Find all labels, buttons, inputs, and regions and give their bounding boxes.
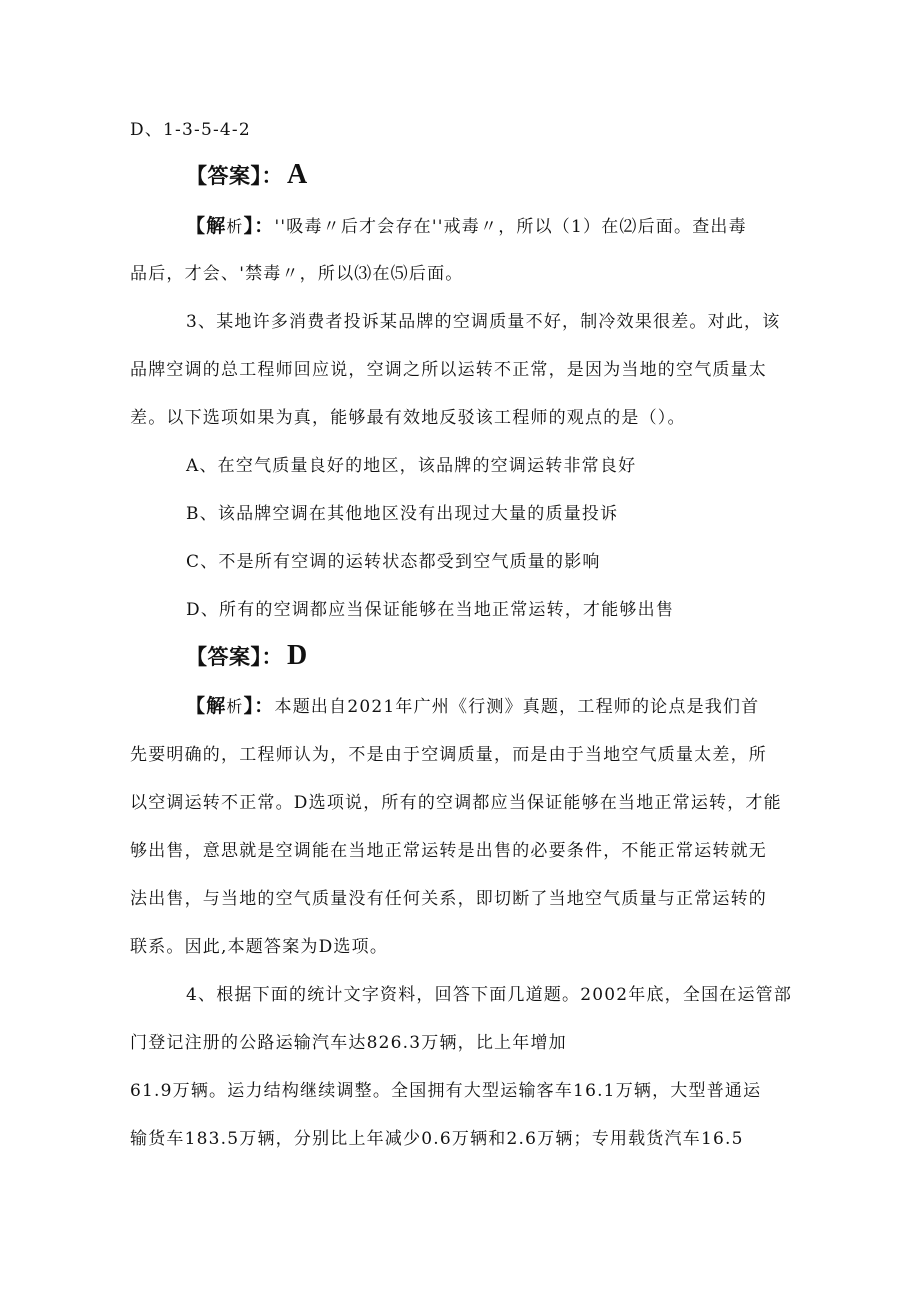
q3-stem-line-3: 差。以下选项如果为真，能够最有效地反驳该工程师的观点的是（）。 [130,408,686,428]
answer-label: 【答案】： [186,644,283,669]
answer-letter: A [287,159,308,190]
q3-stem-line-2: 品牌空调的总工程师回应说，空调之所以运转不正常，是因为当地的空气质量太 [130,360,767,380]
q4-stem-line-4: 输货车183.5万辆，分别比上年减少0.6万辆和2.6万辆；专用载货汽车16.5 [130,1129,744,1149]
analysis-label: 【解析】： [186,695,275,717]
q4-stem-line-1: 4、根据下面的统计文字资料，回答下面几道题。2002年底，全国在运管部 [186,985,793,1005]
q3-analysis-line-3: 以空调运转不正常。D选项说，所有的空调都应当保证能够在当地正常运转，才能 [130,793,782,813]
q4-stem-line-2: 门登记注册的公路运输汽车达826.3万辆，比上年增加 [130,1033,567,1053]
q3-analysis-line-5: 法出售，与当地的空气质量没有任何关系，即切断了当地空气质量与正常运转的 [130,889,767,909]
q2-analysis-line-1 [186,214,747,239]
q3-stem-line-1: 3、某地许多消费者投诉某品牌的空调质量不好，制冷效果很差。对此，该 [186,312,781,332]
analysis-text: ''吸毒〃后才会存在''戒毒〃，所以（1）在⑵后面。查出毒 [274,217,747,237]
q3-analysis-line-2: 先要明确的，工程师认为，不是由于空调质量，而是由于当地空气质量太差，所 [130,745,767,765]
q3-option-a: A、在空气质量良好的地区，该品牌的空调运转非常良好 [186,456,637,476]
answer-label: 【答案】： [186,163,283,188]
q2-analysis-line-2: 品后，才会、'禁毒〃，所以⑶在⑸后面。 [130,264,464,284]
q4-stem-line-3: 61.9万辆。运力结构继续调整。全国拥有大型运输客车16.1万辆，大型普通运 [130,1081,762,1101]
q3-option-c: C、不是所有空调的运转状态都受到空气质量的影响 [186,552,601,572]
answer-letter: D [287,640,308,671]
q2-answer [186,159,308,190]
q3-analysis-line-6: 联系。因此,本题答案为D选项。 [130,937,389,957]
q3-option-b: B、该品牌空调在其他地区没有出现过大量的质量投诉 [186,504,619,524]
q3-analysis-line-4: 够出售，意思就是空调能在当地正常运转是出售的必要条件，不能正常运转就无 [130,841,767,861]
q3-answer [186,640,308,671]
q2-option-d: D、1-3-5-4-2 [130,120,251,140]
q3-option-d: D、所有的空调都应当保证能够在当地正常运转，才能够出售 [186,600,675,620]
q3-analysis-line-1 [186,694,759,719]
analysis-text: 本题出自2021年广州《行测》真题，工程师的论点是我们首 [274,697,760,717]
analysis-label: 【解析】： [186,215,275,237]
